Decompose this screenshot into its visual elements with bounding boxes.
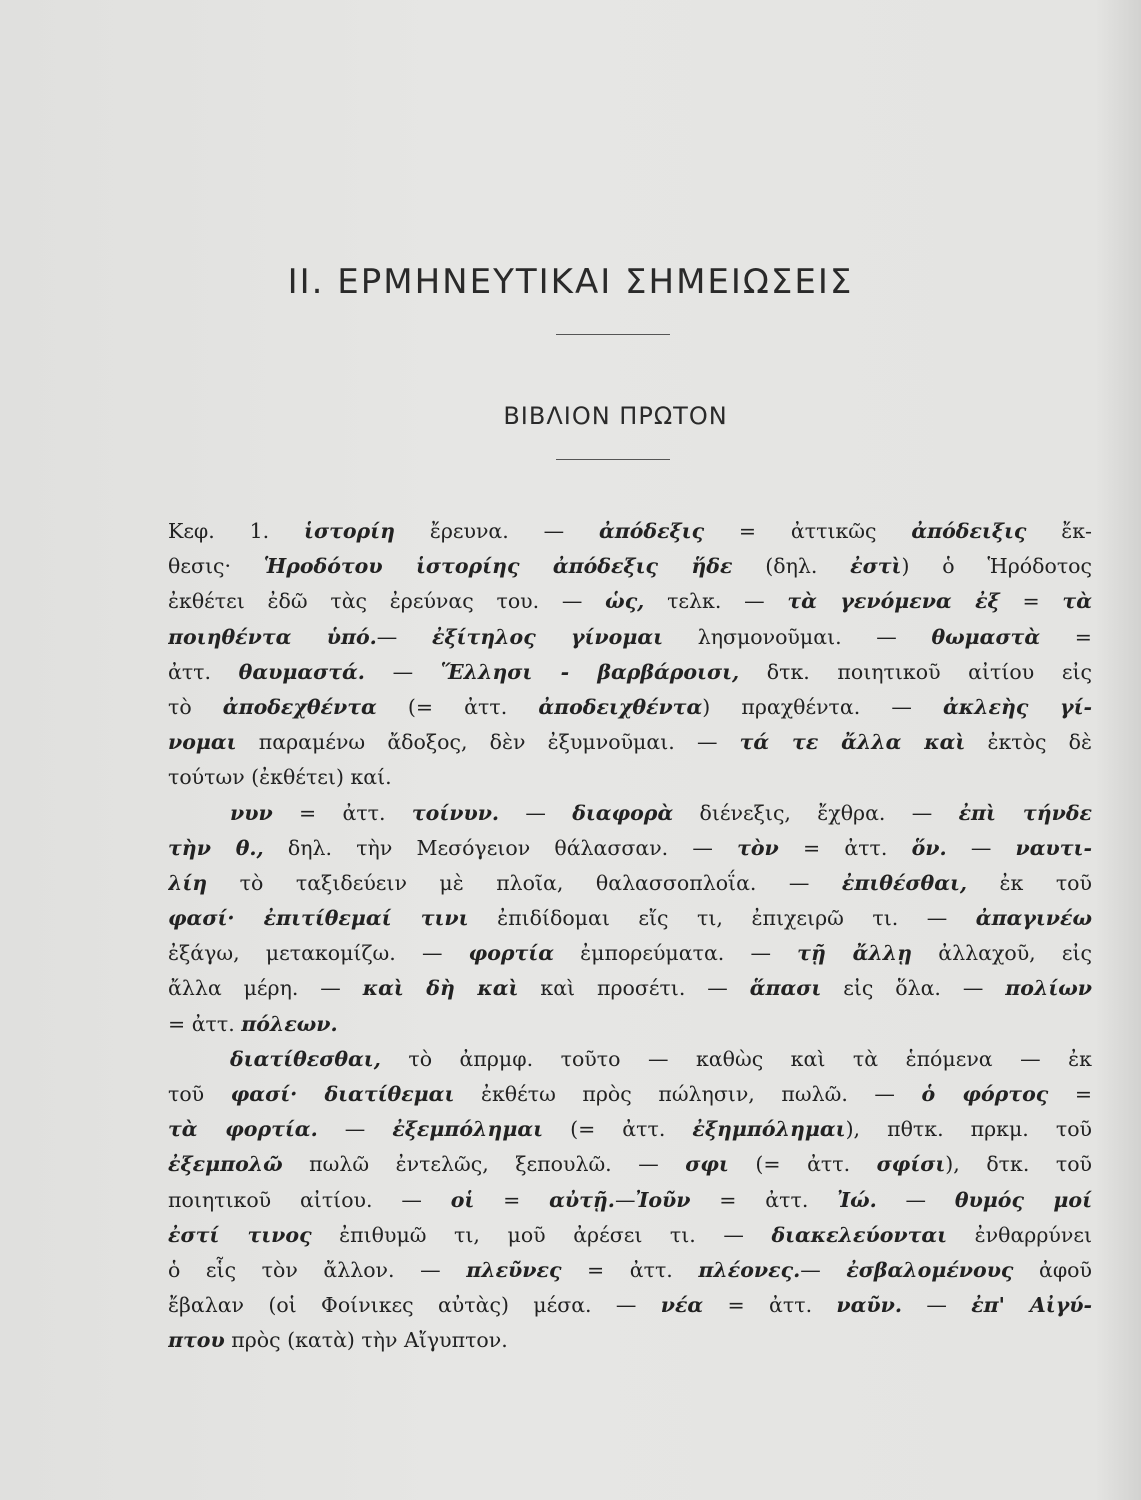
- gloss: = ἀττ.: [703, 1293, 837, 1318]
- lemma: ἐπ' Αἰγύ-: [971, 1293, 1092, 1318]
- gloss: = ἀττ.: [168, 1011, 242, 1036]
- gloss: τὸ ταξιδεύειν μὲ πλοῖα, θαλασσοπλοΐα. —: [207, 870, 842, 895]
- gloss: ἐκθέτω πρὸς πώλησιν, πωλῶ. —: [454, 1082, 922, 1106]
- lemma: Ἰοῦν: [635, 1187, 691, 1212]
- lemma: φορτία: [468, 941, 554, 966]
- text-line: [168, 1077, 1092, 1112]
- gloss: ἐκθέτει ἐδῶ τὰς ἐρεύνας του. —: [168, 589, 606, 614]
- lemma: νέα: [660, 1293, 704, 1318]
- text-line: [168, 549, 1092, 584]
- gloss: = ἀττ.: [690, 1187, 838, 1212]
- lemma: τὰ: [1062, 589, 1092, 614]
- text-line: [168, 584, 1092, 619]
- lemma: ἐξεμπολῶ: [168, 1152, 283, 1177]
- lemma: λίη: [168, 870, 208, 895]
- lemma: νομαι: [168, 730, 237, 755]
- lemma: ἐστί τινος: [168, 1222, 312, 1247]
- gloss: ποιητικοῦ αἰτίου. —: [168, 1187, 451, 1212]
- text-line: [168, 1218, 1092, 1253]
- gloss: λησμονοῦμαι. —: [663, 624, 932, 649]
- text-line: [168, 1323, 1092, 1358]
- gloss: ἄλλα μέρη. —: [168, 976, 363, 1001]
- lemma: ἀπαγινέω: [975, 906, 1092, 931]
- subtitle-divider: [556, 459, 670, 460]
- gloss: = ἀττ.: [272, 800, 412, 825]
- gloss: ἐμπορεύματα. —: [553, 941, 798, 966]
- lemma: πολίων: [1005, 976, 1092, 1001]
- gloss: δτκ. ποιητικοῦ αἰτίου εἰς: [739, 659, 1092, 684]
- gloss: πρὸς (κατὰ) τὴν Αἴγυπτον.: [224, 1328, 508, 1353]
- lemma: Ἡροδότου ἱστορίης ἀπόδεξις ἥδε: [263, 554, 733, 579]
- commentary-text: [168, 514, 1092, 1359]
- lemma: οἱ: [450, 1187, 475, 1212]
- lemma: φασί· διατίθεμαι: [230, 1082, 455, 1106]
- text-line: [168, 1147, 1092, 1182]
- gloss: =: [1048, 1082, 1092, 1106]
- text-line: [168, 901, 1092, 936]
- gloss: ἐκτὸς δὲ: [965, 730, 1092, 755]
- gloss: —: [614, 1187, 636, 1212]
- gloss: διένεξις, ἔχθρα. —: [673, 800, 959, 825]
- lemma: ἐσβαλομένους: [846, 1257, 1014, 1282]
- lemma: διακελεύονται: [771, 1222, 948, 1247]
- gloss: —: [800, 1257, 847, 1282]
- text-line: [168, 620, 1092, 655]
- lemma: ναυτι-: [1015, 835, 1092, 860]
- gloss: ἀφοῦ: [1013, 1257, 1092, 1282]
- lemma: ναῦν.: [836, 1293, 903, 1318]
- lemma: θαυμαστά.: [238, 659, 365, 684]
- gloss: ἔρευνα. —: [395, 519, 599, 543]
- gloss: (= ἀττ.: [543, 1117, 693, 1142]
- text-line: [168, 725, 1092, 760]
- lemma: Ἕλλησι - βαρβάροισι,: [440, 659, 740, 684]
- lemma: ἀποδειχθέντα: [538, 694, 703, 719]
- gloss: τούτων (ἐκθέτει) καί.: [168, 765, 392, 790]
- gloss: —: [364, 659, 441, 684]
- gloss: Κεφ. 1.: [168, 519, 305, 543]
- lemma: τά τε ἄλλα καὶ: [739, 730, 966, 755]
- gloss: ) πραχθέντα. —: [702, 694, 943, 719]
- lemma: ἐπὶ τήνδε: [958, 800, 1092, 825]
- text-line: [168, 1007, 1092, 1042]
- gloss: καὶ προσέτι. —: [518, 976, 750, 1001]
- gloss: ἐπιθυμῶ τι, μοῦ ἀρέσει τι. —: [311, 1222, 772, 1247]
- text-line: [168, 760, 1092, 795]
- gloss: =: [1040, 624, 1092, 649]
- lemma: πόλεων.: [241, 1011, 338, 1036]
- lemma: σφίσι: [876, 1152, 946, 1177]
- gloss: ἐξάγω, μετακομίζω. —: [168, 941, 469, 966]
- lemma: πτου: [168, 1328, 225, 1353]
- lemma: ἀπόδειξις: [911, 519, 1027, 543]
- gloss: τελκ. —: [644, 589, 788, 614]
- text-line: [168, 1112, 1092, 1147]
- gloss: ) ὁ Ἡρόδοτος: [901, 554, 1092, 579]
- gloss: =: [474, 1187, 550, 1212]
- gloss: =: [999, 589, 1063, 614]
- lemma: διαφορὰ: [572, 800, 674, 825]
- gloss: ἀλλαχοῦ, εἰς: [912, 941, 1092, 966]
- lemma: ἅπασι: [749, 976, 822, 1001]
- lemma: τὸν: [737, 835, 779, 860]
- lemma: ὡς,: [605, 589, 645, 614]
- lemma: ἐξίτηλος γίνομαι: [431, 624, 664, 649]
- gloss: ἀττ.: [168, 659, 239, 684]
- gloss: ἐπιδίδομαι εἴς τι, ἐπιχειρῶ τι. —: [468, 906, 976, 931]
- lemma: θωμαστὰ: [931, 624, 1041, 649]
- text-line: [168, 1183, 1092, 1218]
- text-line: [168, 936, 1092, 971]
- text-line: [168, 1288, 1092, 1323]
- lemma: πλέονες.: [698, 1257, 801, 1282]
- lemma: φασί· ἐπιτίθεμαί τινι: [168, 906, 469, 931]
- gloss: —: [902, 1293, 972, 1318]
- text-line: [168, 690, 1092, 725]
- lemma: πλεῦνες: [466, 1257, 562, 1282]
- gloss: (= ἀττ.: [376, 694, 539, 719]
- lemma: θυμός μοί: [954, 1187, 1092, 1212]
- text-line: [168, 796, 1092, 831]
- lemma: καὶ δὴ καὶ: [362, 976, 519, 1001]
- lemma: ποιηθέντα ὑπό.: [168, 624, 377, 649]
- lemma: τὴν θ.,: [168, 835, 264, 860]
- lemma: τοίνυν.: [411, 800, 500, 825]
- gloss: ἐνθαρρύνει: [947, 1222, 1092, 1247]
- lemma: ἐξεμπόλημαι: [392, 1117, 544, 1142]
- lemma: αὐτῇ.: [549, 1187, 615, 1212]
- gloss: (δηλ.: [732, 554, 851, 579]
- lemma: σφι: [685, 1152, 729, 1177]
- lemma: ὁ φόρτος: [921, 1082, 1049, 1106]
- gloss: = ἀττ.: [778, 835, 912, 860]
- gloss: = ἀττ.: [561, 1257, 699, 1282]
- lemma: ἀκλεὴς γί-: [942, 694, 1092, 719]
- lemma: ὅν.: [911, 835, 947, 860]
- lemma: ἀποδεχθέντα: [222, 694, 377, 719]
- lemma: ἐξημπόλημαι: [692, 1117, 846, 1142]
- gloss: ἐκ τοῦ: [967, 870, 1092, 895]
- lemma: ἀπόδεξις: [598, 519, 705, 543]
- gloss: εἰς ὅλα. —: [821, 976, 1006, 1001]
- gloss: δηλ. τὴν Μεσόγειον θάλασσαν. —: [263, 835, 738, 860]
- lemma: τῇ ἄλλῃ: [797, 941, 913, 966]
- text-line: [168, 655, 1092, 690]
- gloss: τὸ ἀπρμφ. τοῦτο — καθὼς καὶ τὰ ἑπόμενα — ἐκ: [380, 1046, 1092, 1071]
- gloss: —: [946, 835, 1016, 860]
- page-title: II. ΕΡΜΗΝΕΥΤΙΚΑΙ ΣΗΜΕΙΩΣΕΙΣ: [287, 262, 854, 302]
- lemma: νυν: [230, 800, 273, 825]
- text-line: [168, 514, 1092, 549]
- text-line: [168, 1042, 1092, 1077]
- gloss: —: [317, 1117, 393, 1142]
- lemma: ἐπιθέσθαι,: [841, 870, 968, 895]
- gloss: ἔκ-: [1026, 519, 1092, 543]
- gloss: (= ἀττ.: [728, 1152, 877, 1177]
- gloss: —: [376, 624, 432, 649]
- title-divider: [556, 334, 670, 335]
- lemma: ἱστορίη: [304, 519, 395, 543]
- lemma: τὰ φορτία.: [168, 1117, 318, 1142]
- lemma: ἐστὶ: [850, 554, 902, 579]
- lemma: διατίθεσθαι,: [230, 1046, 381, 1071]
- gloss: ), δτκ. τοῦ: [945, 1152, 1092, 1177]
- text-line: [168, 866, 1092, 901]
- gloss: ἔβαλαν (οἱ Φοίνικες αὐτὰς) μέσα. —: [168, 1293, 661, 1318]
- gloss: παραμένω ἄδοξος, δὲν ἐξυμνοῦμαι. —: [236, 730, 740, 755]
- gloss: θεσις·: [168, 554, 264, 579]
- gloss: ὁ εἷς τὸν ἄλλον. —: [168, 1257, 467, 1282]
- gloss: = ἀττικῶς: [704, 519, 912, 543]
- gloss: πωλῶ ἐντελῶς, ξεπουλῶ. —: [282, 1152, 686, 1177]
- lemma: Ἰώ.: [837, 1187, 877, 1212]
- gloss: ), πθτκ. πρκμ. τοῦ: [845, 1117, 1092, 1142]
- lemma: τὰ γενόμενα ἐξ: [787, 589, 1000, 614]
- gloss: τοῦ: [168, 1082, 231, 1106]
- text-line: [168, 1253, 1092, 1288]
- text-line: [168, 831, 1092, 866]
- gloss: τὸ: [168, 694, 223, 719]
- book-subtitle: ΒΙΒΛΙΟΝ ΠΡΩΤΟΝ: [503, 402, 728, 430]
- gloss: —: [499, 800, 573, 825]
- gloss: —: [876, 1187, 955, 1212]
- text-line: [168, 971, 1092, 1006]
